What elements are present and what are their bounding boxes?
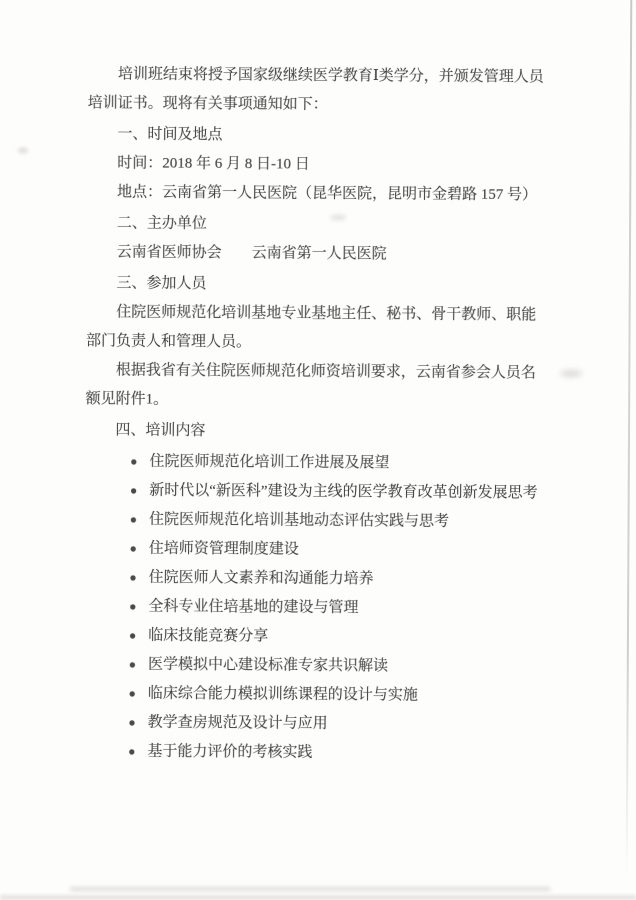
topic-text: 临床技能竞赛分享: [148, 627, 269, 645]
bullet-icon: ●: [128, 686, 136, 701]
list-item: [129, 563, 542, 595]
topic-text: 住院医师规范化培训基地动态评估实践与思考: [148, 511, 450, 530]
topic-text: 医学模拟中心建设标准专家共识解读: [147, 656, 389, 675]
list-item: [128, 679, 541, 711]
bullet-icon: ●: [128, 744, 136, 759]
participants-paragraph: 住院医师规范化培训基地专业基地主任、秘书、骨干教师、职能部门负责人和管理人员。: [85, 304, 537, 351]
scan-noise-spot: [560, 370, 582, 377]
training-topics-list: [83, 447, 543, 769]
bullet-icon: ●: [128, 628, 137, 643]
scan-noise-spot: [18, 148, 28, 153]
list-item: [130, 505, 543, 537]
bullet-icon: ●: [129, 483, 138, 498]
topic-text: 基于能力评价的考核实践: [147, 743, 313, 761]
bullet-icon: ●: [130, 454, 138, 469]
list-item: [130, 447, 543, 479]
list-item: [130, 476, 543, 508]
bullet-icon: ●: [129, 512, 138, 527]
section4-heading: 四、培训内容: [115, 422, 206, 439]
list-item: [129, 534, 542, 566]
list-item: [128, 708, 541, 740]
quota-paragraph: 根据我省有关住院医师规范化师资培训要求，云南省参会人员名额见附件1。: [85, 362, 536, 408]
list-item: [129, 592, 542, 624]
topic-text: 临床综合能力模拟训练课程的设计与实施: [147, 685, 418, 704]
bullet-icon: ●: [128, 715, 136, 730]
scan-bottom-smudge: [70, 887, 550, 891]
list-item: [129, 650, 542, 682]
topic-text: 教学查房规范及设计与应用: [147, 714, 328, 732]
section1-heading: 一、时间及地点: [117, 126, 223, 143]
topic-text: 住培师资管理制度建设: [148, 540, 299, 558]
bullet-icon: ●: [129, 570, 137, 585]
time-line: 时间：2018 年 6 月 8 日-10 日: [117, 155, 310, 173]
document-body: [83, 60, 546, 769]
place-line: 地点：云南省第一人民医院（昆华医院，昆明市金碧路 157 号）: [117, 184, 538, 204]
bullet-icon: ●: [129, 599, 137, 614]
scan-edge-line: [626, 0, 633, 876]
topic-text: 住院医师人文素养和沟通能力培养: [148, 569, 374, 588]
topic-text: 住院医师规范化培训工作进展及展望: [149, 453, 390, 472]
section2-heading: 二、主办单位: [116, 215, 207, 232]
list-item: [128, 737, 541, 769]
list-item: [129, 621, 542, 653]
organizers-line: 云南省医师协会 云南省第一人民医院: [116, 244, 387, 263]
bullet-icon: ●: [128, 657, 137, 672]
topic-text: 全科专业住培基地的建设与管理: [148, 598, 359, 616]
bullet-icon: ●: [129, 541, 137, 556]
intro-paragraph: 培训班结束将授予国家级继续医学教育Ⅰ类学分，并颁发管理人员培训证书。现将有关事项通知如下：: [87, 66, 544, 113]
scan-bottom-edge: [0, 895, 636, 900]
section3-heading: 三、参加人员: [116, 275, 207, 292]
topic-text: 新时代以“新医科”建设为主线的医学教育改革创新发展思考: [149, 482, 538, 502]
